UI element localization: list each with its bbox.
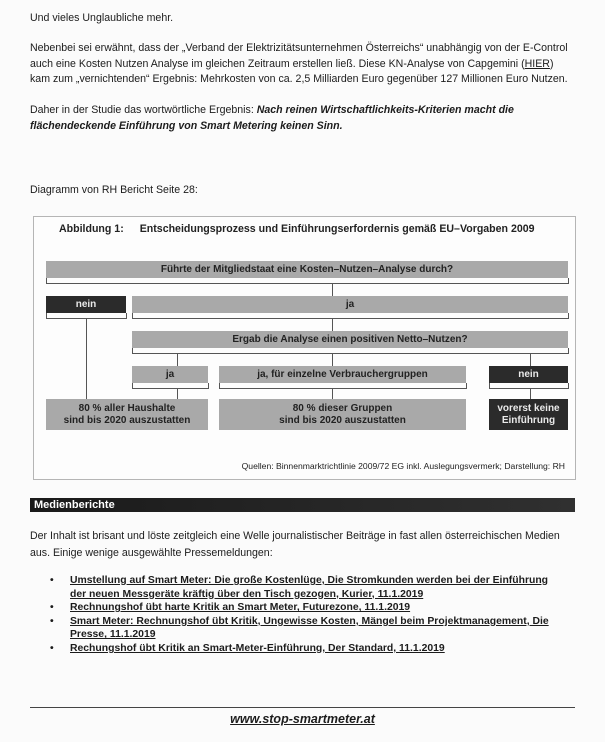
conclusion-quote: Nach reinen Wirtschaftlichkeits-Kriterien macht die flächendeckende Einführung von Smart Metering keinen Sinn. — [30, 104, 514, 132]
bracket — [132, 313, 569, 319]
answer-yes-box: ja — [132, 296, 568, 313]
connector-line — [177, 389, 178, 399]
connector-line — [332, 284, 333, 296]
outcome-line: 80 % aller Haushalte — [78, 402, 176, 414]
question-positive-net-benefit: Ergab die Analyse einen positiven Netto–Nutzen? — [132, 331, 568, 348]
outcome-all-households — [46, 399, 208, 430]
intro-paragraph — [30, 41, 570, 88]
bullet-icon: • — [50, 642, 54, 654]
footer — [0, 712, 605, 726]
figure-title — [59, 223, 535, 235]
connector-line — [332, 389, 333, 399]
press-item — [40, 601, 560, 615]
press-list — [40, 574, 560, 656]
conclusion-paragraph — [30, 103, 550, 134]
bullet-icon: • — [50, 575, 54, 586]
media-intro: Der Inhalt ist brisant und löste zeitgleich eine Welle journalistischer Beiträge in fast allen österreichischen Medien aus. Einige wenige ausgewählte Pressemeldungen: — [30, 530, 560, 559]
press-link[interactable]: Smart Meter: Rechnungshof übt Kritik, Ungewisse Kosten, Mängel beim Projektmanagement, Die Presse, 11.1.2019 — [70, 615, 549, 641]
answer2-no-box: nein — [489, 366, 568, 383]
outcome-line: Einführung — [501, 414, 556, 426]
bracket — [132, 348, 569, 354]
decision-diagram — [33, 216, 576, 480]
figure-label: Abbildung 1: — [59, 223, 124, 235]
bracket — [132, 383, 209, 389]
outcome-line: sind bis 2020 auszustatten — [279, 414, 406, 426]
press-item — [40, 615, 560, 642]
answer2-partial-box: ja, für einzelne Verbrauchergruppen — [219, 366, 466, 383]
connector-line — [332, 319, 333, 331]
question-cost-benefit-analysis: Führte der Mitgliedstaat eine Kosten–Nutzen–Analyse durch? — [46, 261, 568, 278]
outcome-line: vorerst keine — [497, 402, 560, 414]
outcome-groups — [219, 399, 466, 430]
footer-divider — [30, 707, 575, 708]
outcome-line: 80 % dieser Gruppen — [292, 402, 393, 414]
bullet-icon: • — [50, 602, 54, 614]
answer-no-box: nein — [46, 296, 126, 313]
connector-line — [177, 354, 178, 366]
bullet-icon: • — [50, 615, 54, 627]
connector-line — [530, 354, 531, 366]
section-heading-media: Medienberichte — [30, 498, 575, 512]
bracket — [489, 383, 569, 389]
conclusion-prefix: Daher in der Studie das wortwörtliche Ergebnis: — [30, 104, 257, 116]
press-link[interactable]: Rechnungshof übt harte Kritik an Smart Meter, Futurezone, 11.1.2019 — [70, 602, 411, 614]
connector-line — [332, 354, 333, 366]
outcome-line: sind bis 2020 auszustatten — [63, 414, 191, 426]
connector-line — [530, 389, 531, 399]
press-link[interactable]: Rechungshof übt Kritik an Smart-Meter-Einführung, Der Standard, 11.1.2019 — [70, 642, 445, 654]
press-item — [40, 642, 560, 656]
hier-link[interactable]: HIER — [524, 57, 550, 70]
answer2-yes-box: ja — [132, 366, 208, 383]
diagram-caption: Diagramm von RH Bericht Seite 28: — [30, 184, 198, 196]
connector-line — [86, 319, 87, 399]
bracket — [46, 278, 569, 284]
bracket — [219, 383, 467, 389]
paragraph-text: Nebenbei sei erwähnt, dass der „Verband der Elektrizitätsunternehmen Österreichs“ unabhängig von der E-Control auch eine Kosten Nutzen Analyse im gleichen Zeitraum erstellen ließ. Diese KN-Analyse von Capgemini ( — [30, 42, 568, 70]
outcome-no-introduction — [489, 399, 568, 430]
press-item — [40, 574, 560, 601]
press-link[interactable]: Umstellung auf Smart Meter: Die große Kostenlüge, Die Stromkunden werden bei der Einführung der neuen Messgeräte kräftig über den Tisch gezogen, Kurier, 11.1.2019 — [70, 575, 549, 600]
figure-title-text: Entscheidungsprozess und Einführungserfordernis gemäß EU–Vorgaben 2009 — [139, 223, 535, 235]
intro-line: Und vieles Unglaubliche mehr. — [30, 12, 174, 24]
figure-source: Quellen: Binnenmarktrichtlinie 2009/72 EG inkl. Auslegungsvermerk; Darstellung: RH — [241, 461, 565, 471]
website-link[interactable]: www.stop-smartmeter.at — [230, 712, 375, 726]
paragraph-text: ) kam zum „vernichtenden“ Ergebnis: Mehrkosten von ca. 2,5 Milliarden Euro gegenüber 127 Millionen Euro Nutzen. — [30, 57, 568, 85]
